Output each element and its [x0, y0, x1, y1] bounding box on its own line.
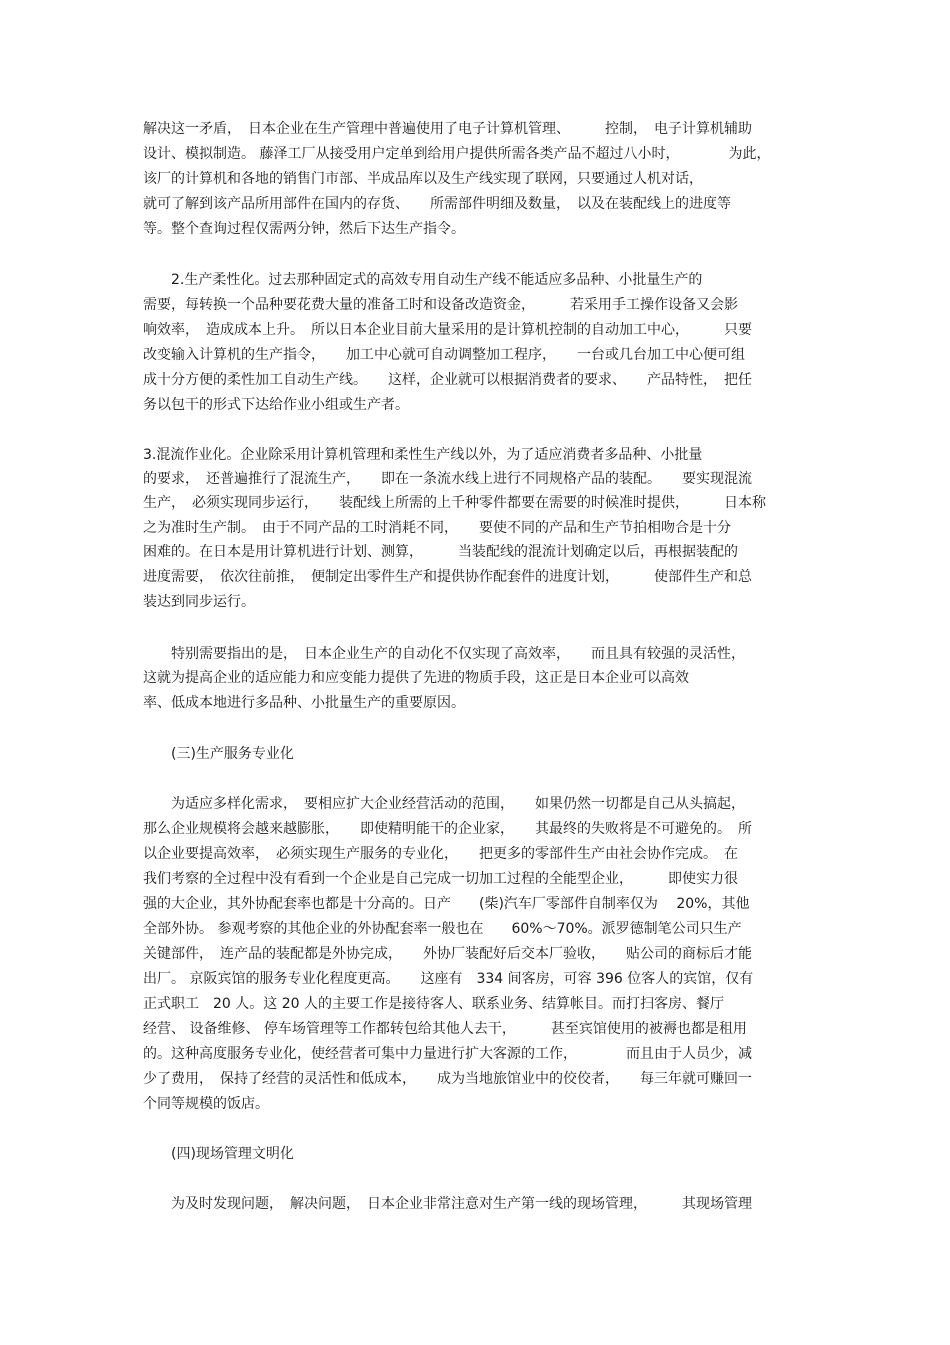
- p4-line-3: 率、低成本地进行多品种、小批量生产的重要原因。: [143, 695, 465, 711]
- p5-line-10: 经营、 设备维修、 停车场管理等工作都转包给其他人去干， 甚至宾馆使用的被褥也都是租用: [143, 1021, 747, 1037]
- p1-line-1: 解决这一矛盾， 日本企业在生产管理中普遍使用了电子计算机管理、 控制， 电子计算机辅助: [143, 121, 752, 137]
- section-heading-4: (四)现场管理文明化: [143, 1146, 294, 1162]
- p4-line-1: 特别需要指出的是， 日本企业生产的自动化不仅实现了高效率， 而且具有较强的灵活性，: [143, 646, 745, 662]
- p1-line-2: 设计、模拟制造。 藤泽工厂从接受用户定单到给用户提供所需各类产品不超过八小时， 为此，: [143, 146, 771, 162]
- p5-line-7: 关键部件， 连产品的装配都是外协完成， 外协厂装配好后交本厂验收， 贴公司的商标后才能: [143, 946, 752, 962]
- p3-line-3: 生产， 必须实现同步运行， 装配线上所需的上千种零件都要在需要的时候准时提供， 日本称: [143, 495, 766, 511]
- p2-line-5: 成十分方便的柔性加工自动生产线。 这样，企业就可以根据消费者的要求、 产品特性， 把任: [143, 372, 752, 388]
- p5-line-13: 个同等规模的饭店。: [143, 1096, 269, 1112]
- p6-line-1: 为及时发现问题， 解决问题， 日本企业非常注意对生产第一线的现场管理， 其现场管理: [143, 1196, 752, 1212]
- p2-line-4: 改变输入计算机的生产指令， 加工中心就可自动调整加工程序， 一台或几台加工中心便可组: [143, 347, 745, 363]
- p5-line-9: 正式职工 20 人。这 20 人的主要工作是接待客人、联系业务、结算帐目。而打扫客房、餐厅: [143, 996, 724, 1012]
- p5-line-12: 少了费用， 保持了经营的灵活性和低成本， 成为当地旅馆业中的佼佼者， 每三年就可赚回一: [143, 1071, 752, 1087]
- p3-line-6: 进度需要， 依次往前推， 便制定出零件生产和提供协作配套件的进度计划， 使部件生产和总: [143, 569, 752, 585]
- p2-line-3: 响效率， 造成成本上升。 所以日本企业目前大量采用的是计算机控制的自动加工中心， 只要: [143, 322, 752, 338]
- p2-line-2: 需要，每转换一个品种要花费大量的准备工时和设备改造资金， 若采用手工操作设备又会影: [143, 297, 738, 313]
- p3-line-4: 之为准时生产制。 由于不同产品的工时消耗不同， 要使不同的产品和生产节拍相吻合是十分: [143, 520, 731, 536]
- p5-line-8: 出厂。 京阪宾馆的服务专业化程度更高。 这座有 334 间客房，可容 396 位客人的宾馆，仅有: [143, 971, 754, 987]
- p1-line-3: 该厂的计算机和各地的销售门市部、半成品库以及生产线实现了联网，只要通过人机对话，: [143, 171, 703, 187]
- p3-line-2: 的要求， 还普遍推行了混流生产， 即在一条流水线上进行不同规格产品的装配。 要实现混流: [143, 471, 752, 487]
- p3-line-5: 困难的。在日本是用计算机进行计划、测算， 当装配线的混流计划确定以后，再根据装配的: [143, 544, 738, 560]
- p4-line-2: 这就为提高企业的适应能力和应变能力提供了先进的物质手段，这正是日本企业可以高效: [143, 670, 689, 686]
- p1-line-5: 等。整个查询过程仅需两分钟，然后下达生产指令。: [143, 221, 465, 237]
- p1-line-4: 就可了解到该产品所用部件在国内的存货、 所需部件明细及数量， 以及在装配线上的进度等: [143, 196, 731, 212]
- p5-line-2: 那么企业规模将会越来越膨胀， 即使精明能干的企业家， 其最终的失败将是不可避免的。 所: [143, 821, 752, 837]
- p3-line-7: 装达到同步运行。: [143, 594, 255, 610]
- p3-line-1: 3.混流作业化。企业除采用计算机管理和柔性生产线以外，为了适应消费者多品种、小批量: [143, 447, 703, 463]
- p5-line-1: 为适应多样化需求， 要相应扩大企业经营活动的范围， 如果仍然一切都是自己从头搞起，: [143, 796, 745, 812]
- p5-line-5: 强的大企业，其外协配套率也都是十分高的。日产 (柴)汽车厂零部件自制率仅为 20%，其他: [143, 896, 750, 912]
- p2-line-1: 2.生产柔性化。过去那种固定式的高效专用自动生产线不能适应多品种、小批量生产的: [143, 272, 703, 288]
- p5-line-3: 以企业要提高效率， 必须实现生产服务的专业化， 把更多的零部件生产由社会协作完成。 在: [143, 846, 738, 862]
- p2-line-6: 务以包干的形式下达给作业小组或生产者。: [143, 397, 409, 413]
- p5-line-11: 的。这种高度服务专业化，使经营者可集中力量进行扩大客源的工作， 而且由于人员少，减: [143, 1046, 752, 1062]
- section-heading-3: (三)生产服务专业化: [143, 746, 294, 762]
- p5-line-4: 我们考察的全过程中没有看到一个企业是自己完成一切加工过程的全能型企业， 即使实力很: [143, 871, 738, 887]
- p5-line-6: 全部外协。 参观考察的其他企业的外协配套率一般也在 60%～70%。派罗德制笔公司只生产: [143, 921, 742, 937]
